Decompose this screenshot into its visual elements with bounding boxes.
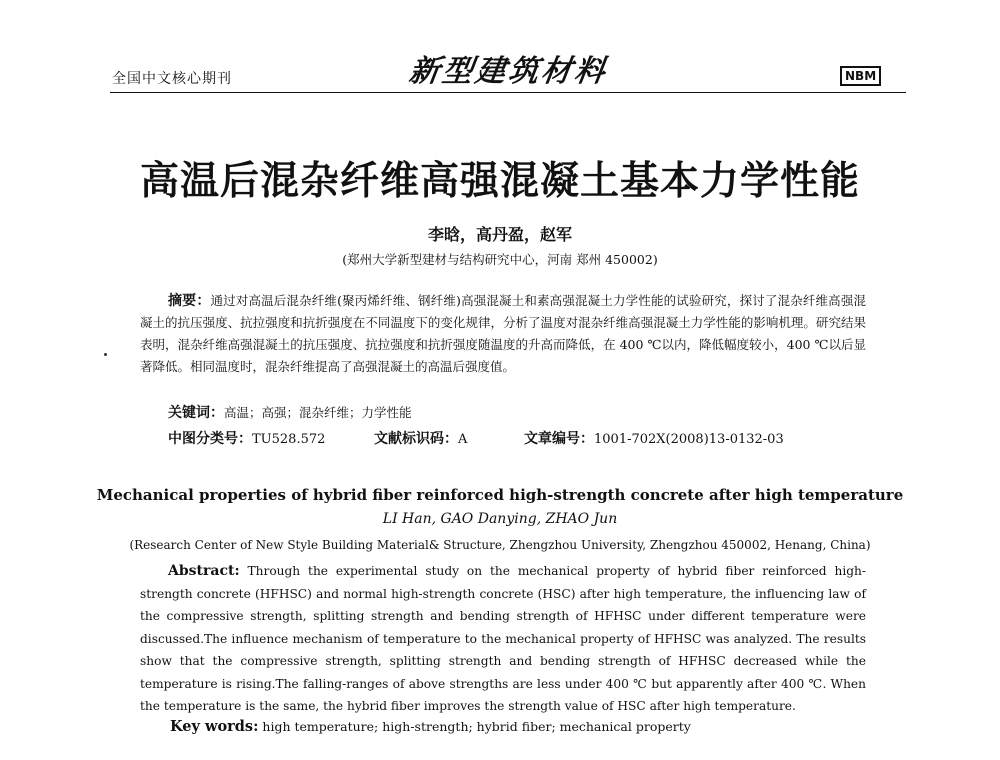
keywords-cn [168,402,412,422]
journal-logo: NBM [840,66,881,86]
keywords-en-text: high temperature; high-strength; hybrid fiber; mechanical property [262,719,691,734]
authors-en: LI Han, GAO Danying, ZHAO Jun [382,511,618,527]
abstract-en [140,560,866,718]
document-code [374,428,467,448]
doc-code-label: 文献标识码： [374,431,458,447]
keywords-cn-text: 高温；高强；混杂纤维；力学性能 [224,405,412,420]
journal-category: 全国中文核心期刊 [112,71,232,87]
affiliation-cn: (郑州大学新型建材与结构研究中心，河南 郑州 450002) [342,252,658,267]
paper-title-en: Mechanical properties of hybrid fiber reinforced high-strength concrete after high temperature [96,486,904,504]
affiliation-en: (Research Center of New Style Building Material& Structure, Zhengzhou University, Zhengzhou 450002, Henang, China) [129,538,871,552]
clc-value: TU528.572 [252,432,326,447]
keywords-en [170,718,691,735]
keywords-cn-label: 关键词： [168,405,224,421]
article-number [524,428,784,448]
scan-speck [104,353,107,356]
clc-number [168,428,325,448]
keywords-en-label: Key words: [170,718,259,735]
abstract-cn-label: 摘要： [168,293,211,309]
paper-title-cn: 高温后混杂纤维高强混凝土基本力学性能 [139,159,860,204]
doc-code-value: A [458,432,468,447]
abstract-cn-text: 通过对高温后混杂纤维(聚丙烯纤维、钢纤维)高强混凝土和素高强混凝土力学性能的试验研究，探讨了混杂纤维高强混凝土的抗压强度、抗拉强度和抗折强度在不同温度下的变化规律，分析了温度对混杂纤维高强混凝土力学性能的影响机理。研究结果表明，混杂纤维高强混凝土的抗压强度、抗拉强度和抗折强度随温度的升高而降低，在 400 ℃以内，降低幅度较小，400 ℃以后显著降低。相同温度时，混杂纤维提高了高强混凝土的高温后强度值。 [140,293,866,374]
abstract-en-text: Through the experimental study on the mechanical property of hybrid fiber reinforced high-strength concrete (HFHSC) and normal high-strength concrete (HSC) after high temperature, the influencing law of the compressive strength, splitting strength and bending strength of HFHSC under different temperature were discussed.The influence mechanism of temperature to the mechanical property of HFHSC was analyzed. The results show that the compressive strength, splitting strength and bending strength of HFHSC decreased while the temperature is rising.The falling-ranges of above strengths are less under 400 ℃ but apparently after 400 ℃. When the temperature is the same, the hybrid fiber improves the strength value of HSC after high temperature. [140,564,866,713]
article-no-value: 1001-702X(2008)13-0132-03 [594,432,784,447]
article-no-label: 文章编号： [524,431,594,447]
journal-masthead: 新型建筑材料 [407,54,610,89]
authors-cn: 李晗，高丹盈，赵军 [427,225,572,244]
header-rule [110,92,906,93]
abstract-en-label: Abstract: [168,563,240,579]
abstract-cn [140,290,866,378]
clc-label: 中图分类号： [168,431,252,447]
